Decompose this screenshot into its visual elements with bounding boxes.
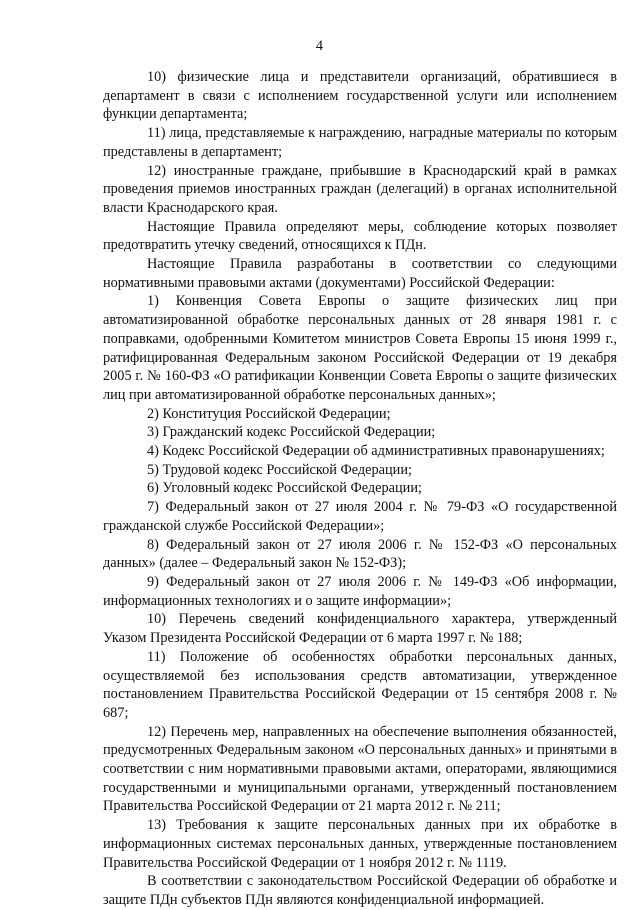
- law-item-5-labor-code: 5) Трудовой кодекс Российской Федерации;: [147, 461, 412, 478]
- paragraph-item-12-foreign-citizens: 12) иностранные граждане, прибывшие в Краснодарский край в рамках проведения приемов иностранных граждан (делегаций) в органах исполнительной власти Краснодарского края.: [103, 162, 617, 216]
- law-item-7-civil-service-law: 7) Федеральный закон от 27 июля 2004 г. № 79-ФЗ «О государственной гражданской службе Российской Федерации»;: [103, 499, 617, 534]
- law-item-2-constitution: 2) Конституция Российской Федерации;: [147, 405, 391, 422]
- paragraph-confidentiality: В соответствии с законодательством Российской Федерации об обработке и защите ПДн субъектов ПДн являются конфиденциальной информацией.: [103, 873, 617, 908]
- law-item-6-criminal-code: 6) Уголовный кодекс Российской Федерации;: [147, 480, 422, 497]
- law-item-9-information-law: 9) Федеральный закон от 27 июля 2006 г. № 149-ФЗ «Об информации, информационных технологиях и о защите информации»;: [103, 573, 617, 609]
- law-item-11-processing-regulation: 11) Положение об особенностях обработки персональных данных, осуществляемой без использования средств автоматизации, утвержденное постановлением Правительства Российской Федерации от 15 сентября 2008 г. № 687;: [103, 648, 617, 721]
- law-item-1-convention: 1) Конвенция Совета Европы о защите физических лиц при автоматизированной обработке персональных данных от 28 января 1981 г. с поправками, одобренными Комитетом министров Совета Европы 15 июня 1999 г., ратифицированная Федеральным законом Российской Федерации от 19 декабря 2005 г. № 160-ФЗ «О ратификации Конвенции Совета Европы о защите физических лиц при автоматизированной обработке персональных данных»;: [103, 293, 617, 403]
- law-item-4-administrative-code: 4) Кодекс Российской Федерации об административных правонарушениях;: [147, 443, 605, 460]
- page-number: 4: [315, 38, 324, 54]
- paragraph-item-10-individuals: 10) физические лица и представители организаций, обратившиеся в департамент в связи с исполнением государственной услуги или исполнением функции департамента;: [103, 69, 617, 123]
- law-item-10-confidential-list: 10) Перечень сведений конфиденциального характера, утвержденный Указом Президента Российской Федерации от 6 марта 1997 г. № 188;: [103, 611, 617, 647]
- law-item-8-personal-data-law: 8) Федеральный закон от 27 июля 2006 г. № 152-ФЗ «О персональных данных» (далее – Федеральный закон № 152-ФЗ);: [103, 536, 617, 572]
- document-body: [103, 68, 617, 910]
- law-item-3-civil-code: 3) Гражданский кодекс Российской Федерации;: [147, 424, 436, 441]
- law-item-13-protection-requirements: 13) Требования к защите персональных данных при их обработке в информационных системах персональных данных, утвержденные постановлением Правительства Российской Федерации от 1 ноября 2012 г. № 1119.: [103, 817, 617, 871]
- law-item-12-measures-list: 12) Перечень мер, направленных на обеспечение выполнения обязанностей, предусмотренных Федеральным законом «О персональных данных» и принятыми в соответствии с ним нормативными правовыми актами, операторами, являющимися государственными и муниципальными органами, утвержденный постановлением Правительства Российской Федерации от 21 марта 2012 г. № 211;: [103, 723, 617, 815]
- paragraph-rules-basis: Настоящие Правила разработаны в соответствии со следующими нормативными правовыми актами (документами) Российской Федерации:: [103, 256, 617, 291]
- paragraph-rules-purpose: Настоящие Правила определяют меры, соблюдение которых позволяет предотвратить утечку сведений, относящихся к ПДн.: [103, 218, 617, 254]
- paragraph-item-11-awardees: 11) лица, представляемые к награждению, наградные материалы по которым представлены в департамент;: [103, 125, 617, 160]
